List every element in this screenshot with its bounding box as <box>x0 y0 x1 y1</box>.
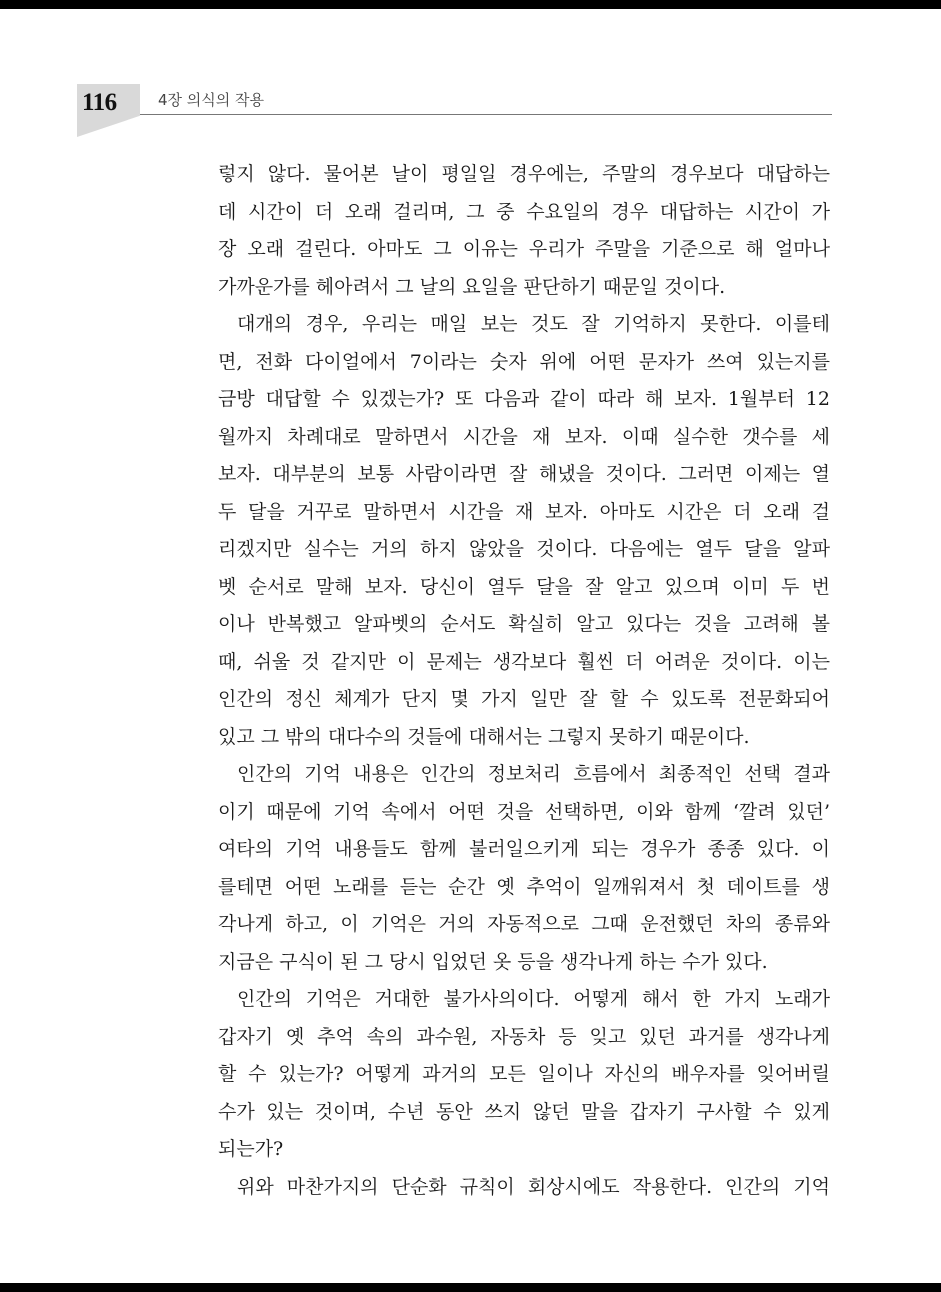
text-line: 리겠지만 실수는 거의 하지 않았을 것이다. 다음에는 열두 달을 알파 <box>218 538 830 560</box>
text-line: 가까운가를 헤아려서 그 날의 요일을 판단하기 때문일 것이다. <box>218 275 726 298</box>
text-line: 두 달을 거꾸로 말하면서 시간을 재 보자. 아마도 시간은 더 오래 걸 <box>218 500 830 523</box>
paragraph-first-line: 인간의 기억 내용은 인간의 정보처리 흐름에서 최종적인 선택 결과 <box>237 763 830 785</box>
text-line: 렇지 않다. 물어본 날이 평일일 경우에는, 주말의 경우보다 대답하는 <box>218 163 830 185</box>
text-line: 여타의 기억 내용들도 함께 불러일으키게 되는 경우가 종종 있다. 이 <box>218 838 830 860</box>
text-line: 장 오래 걸린다. 아마도 그 이유는 우리가 주말을 기준으로 해 얼마나 <box>218 238 830 260</box>
text-line: 갑자기 옛 추억 속의 과수원, 자동차 등 잊고 있던 과거를 생각나게 <box>218 1025 830 1048</box>
text-line: 면, 전화 다이얼에서 7이라는 숫자 위에 어떤 문자가 쓰여 있는지를 <box>218 350 830 373</box>
running-header-chapter-title: 4장 의식의 작용 <box>158 91 265 109</box>
paragraph-first-line: 위와 마찬가지의 단순화 규칙이 회상시에도 작용한다. 인간의 기억 <box>237 1175 830 1198</box>
paragraph-first-line: 인간의 기억은 거대한 불가사의이다. 어떻게 해서 한 가지 노래가 <box>237 988 830 1010</box>
text-line: 각나게 하고, 이 기억은 거의 자동적으로 그때 운전했던 차의 종류와 <box>218 913 830 935</box>
text-line: 인간의 정신 체계가 단지 몇 가지 일만 잘 할 수 있도록 전문화되어 <box>218 688 830 710</box>
header-rule <box>140 114 832 115</box>
text-line: 벳 순서로 말해 보자. 당신이 열두 달을 잘 알고 있으며 이미 두 번 <box>218 575 830 598</box>
body-text <box>218 156 830 1206</box>
page-number: 116 <box>82 89 117 116</box>
scan-top-edge <box>0 0 941 9</box>
text-line: 할 수 있는가? 어떻게 과거의 모든 일이나 자신의 배우자를 잊어버릴 <box>218 1063 830 1085</box>
text-line: 때, 쉬울 것 같지만 이 문제는 생각보다 훨씬 더 어려운 것이다. 이는 <box>218 650 830 673</box>
text-line: 보자. 대부분의 보통 사람이라면 잘 해냈을 것이다. 그러면 이제는 열 <box>218 463 830 485</box>
paragraph-first-line: 대개의 경우, 우리는 매일 보는 것도 잘 기억하지 못한다. 이를테 <box>237 313 830 335</box>
text-line: 있고 그 밖의 대다수의 것들에 대해서는 그렇지 못하기 때문이다. <box>218 725 750 748</box>
text-line: 이기 때문에 기억 속에서 어떤 것을 선택하면, 이와 함께 ‘깔려 있던’ <box>218 800 830 823</box>
text-line: 지금은 구식이 된 그 당시 입었던 옷 등을 생각나게 하는 수가 있다. <box>218 950 768 973</box>
text-line: 이나 반복했고 알파벳의 순서도 확실히 알고 있다는 것을 고려해 볼 <box>218 613 830 635</box>
text-line: 를테면 어떤 노래를 듣는 순간 옛 추억이 일깨워져서 첫 데이트를 생 <box>218 875 830 898</box>
text-line: 데 시간이 더 오래 걸리며, 그 중 수요일의 경우 대답하는 시간이 가 <box>218 200 830 223</box>
text-line: 월까지 차례대로 말하면서 시간을 재 보자. 이때 실수한 갯수를 세 <box>218 425 830 448</box>
text-line: 금방 대답할 수 있겠는가? 또 다음과 같이 따라 해 보자. 1월부터 12 <box>218 388 830 410</box>
text-line: 수가 있는 것이며, 수년 동안 쓰지 않던 말을 갑자기 구사할 수 있게 <box>218 1100 830 1123</box>
scan-bottom-edge <box>0 1283 941 1292</box>
text-line: 되는가? <box>218 1138 284 1160</box>
